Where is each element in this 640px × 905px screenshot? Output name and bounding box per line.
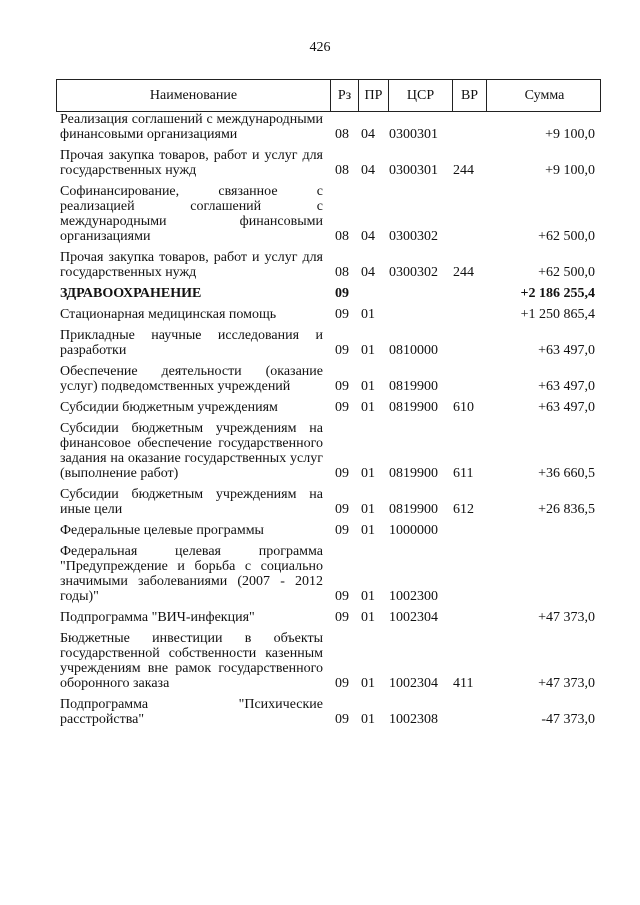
table-row [56, 697, 601, 727]
header-rz: Рз [330, 80, 358, 111]
cell-name: Обеспечение деятельности (оказание услуг) подведомственных учреждений [60, 364, 323, 394]
cell-csr: 0819900 [389, 379, 438, 394]
header-csr: ЦСР [388, 80, 452, 111]
cell-pr: 01 [361, 712, 375, 727]
cell-csr: 0819900 [389, 400, 438, 415]
cell-name: Подпрограмма "ВИЧ-инфекция" [60, 610, 255, 625]
cell-pr: 01 [361, 307, 375, 322]
table-row [56, 544, 601, 604]
header-name: Наименование [149, 87, 238, 103]
cell-pr: 01 [361, 343, 375, 358]
header-vr: ВР [452, 80, 486, 111]
cell-name: ЗДРАВООХРАНЕНИЕ [60, 286, 202, 301]
cell-rz: 08 [335, 229, 349, 244]
cell-pr: 04 [361, 163, 375, 178]
cell-vr: 244 [453, 265, 474, 280]
cell-rz: 08 [335, 265, 349, 280]
cell-rz: 09 [335, 523, 349, 538]
table-header [56, 79, 601, 112]
header-pr: ПР [358, 80, 388, 111]
cell-rz: 08 [335, 163, 349, 178]
budget-table [56, 79, 601, 733]
cell-sum: +26 836,5 [538, 502, 595, 517]
cell-sum: +63 497,0 [538, 379, 595, 394]
page-number: 426 [309, 40, 331, 55]
cell-sum: +2 186 255,4 [520, 286, 595, 301]
cell-sum: +47 373,0 [538, 610, 595, 625]
cell-sum: +9 100,0 [545, 127, 595, 142]
cell-vr: 244 [453, 163, 474, 178]
table-row [56, 250, 601, 280]
cell-rz: 09 [335, 589, 349, 604]
cell-pr: 04 [361, 229, 375, 244]
cell-csr: 1002308 [389, 712, 438, 727]
table-row [56, 184, 601, 244]
cell-rz: 09 [335, 286, 349, 301]
cell-csr: 0300302 [389, 229, 438, 244]
cell-csr: 0819900 [389, 502, 438, 517]
cell-csr: 0819900 [389, 466, 438, 481]
cell-csr: 0300301 [389, 163, 438, 178]
cell-rz: 08 [335, 127, 349, 142]
cell-name: Федеральная целевая программа "Предупреждение и борьба с социально значимыми заболеваниями (2007 - 2012 годы)" [60, 544, 323, 604]
cell-rz: 09 [335, 712, 349, 727]
cell-rz: 09 [335, 307, 349, 322]
cell-csr: 0810000 [389, 343, 438, 358]
cell-csr: 1002304 [389, 676, 438, 691]
table-row [56, 631, 601, 691]
cell-pr: 01 [361, 502, 375, 517]
cell-name: Реализация соглашений с международными финансовыми организациями [60, 112, 323, 142]
cell-name: Стационарная медицинская помощь [60, 307, 277, 322]
cell-rz: 09 [335, 502, 349, 517]
cell-rz: 09 [335, 466, 349, 481]
cell-pr: 01 [361, 379, 375, 394]
cell-rz: 09 [335, 676, 349, 691]
table-body [56, 112, 601, 727]
cell-vr: 610 [453, 400, 474, 415]
cell-pr: 04 [361, 265, 375, 280]
header-sum: Сумма [486, 80, 602, 111]
cell-vr: 611 [453, 466, 474, 481]
cell-name: Прочая закупка товаров, работ и услуг для государственных нужд [60, 250, 323, 280]
cell-sum: +63 497,0 [538, 343, 595, 358]
cell-sum: +62 500,0 [538, 265, 595, 280]
table-row [56, 307, 601, 322]
cell-sum: +63 497,0 [538, 400, 595, 415]
cell-pr: 01 [361, 400, 375, 415]
cell-vr: 612 [453, 502, 474, 517]
cell-pr: 01 [361, 466, 375, 481]
cell-pr: 01 [361, 589, 375, 604]
table-row [56, 286, 601, 301]
cell-pr: 01 [361, 676, 375, 691]
cell-sum: +62 500,0 [538, 229, 595, 244]
cell-csr: 1002300 [389, 589, 438, 604]
cell-name: Прочая закупка товаров, работ и услуг для государственных нужд [60, 148, 323, 178]
cell-sum: +1 250 865,4 [520, 307, 595, 322]
table-row [56, 364, 601, 394]
cell-csr: 0300301 [389, 127, 438, 142]
cell-csr: 0300302 [389, 265, 438, 280]
table-row [56, 487, 601, 517]
cell-vr: 411 [453, 676, 474, 691]
cell-name: Софинансирование, связанное с реализацией соглашений с международными финансовыми организациями [60, 184, 323, 244]
table-row [56, 421, 601, 481]
cell-name: Федеральные целевые программы [60, 523, 264, 538]
cell-rz: 09 [335, 400, 349, 415]
table-row [56, 148, 601, 178]
cell-name: Бюджетные инвестиции в объекты государственной собственности казенным учреждениям вне рамок государственного оборонного заказа [60, 631, 323, 691]
cell-name: Субсидии бюджетным учреждениям на финансовое обеспечение государственного задания на оказание государственных услуг (выполнение работ) [60, 421, 323, 481]
cell-sum: +47 373,0 [538, 676, 595, 691]
cell-csr: 1002304 [389, 610, 438, 625]
cell-pr: 01 [361, 610, 375, 625]
cell-rz: 09 [335, 610, 349, 625]
cell-name: Субсидии бюджетным учреждениям [60, 400, 278, 415]
cell-sum: +9 100,0 [545, 163, 595, 178]
table-row [56, 328, 601, 358]
cell-sum: +36 660,5 [538, 466, 595, 481]
cell-sum: -47 373,0 [541, 712, 595, 727]
table-row [56, 400, 601, 415]
cell-rz: 09 [335, 343, 349, 358]
cell-pr: 04 [361, 127, 375, 142]
cell-rz: 09 [335, 379, 349, 394]
cell-name: Прикладные научные исследования и разработки [60, 328, 323, 358]
table-row [56, 610, 601, 625]
cell-name: Подпрограмма "Психические расстройства" [60, 697, 323, 727]
table-row [56, 523, 601, 538]
cell-csr: 1000000 [389, 523, 438, 538]
table-row [56, 112, 601, 142]
cell-name: Субсидии бюджетным учреждениям на иные цели [60, 487, 323, 517]
cell-pr: 01 [361, 523, 375, 538]
